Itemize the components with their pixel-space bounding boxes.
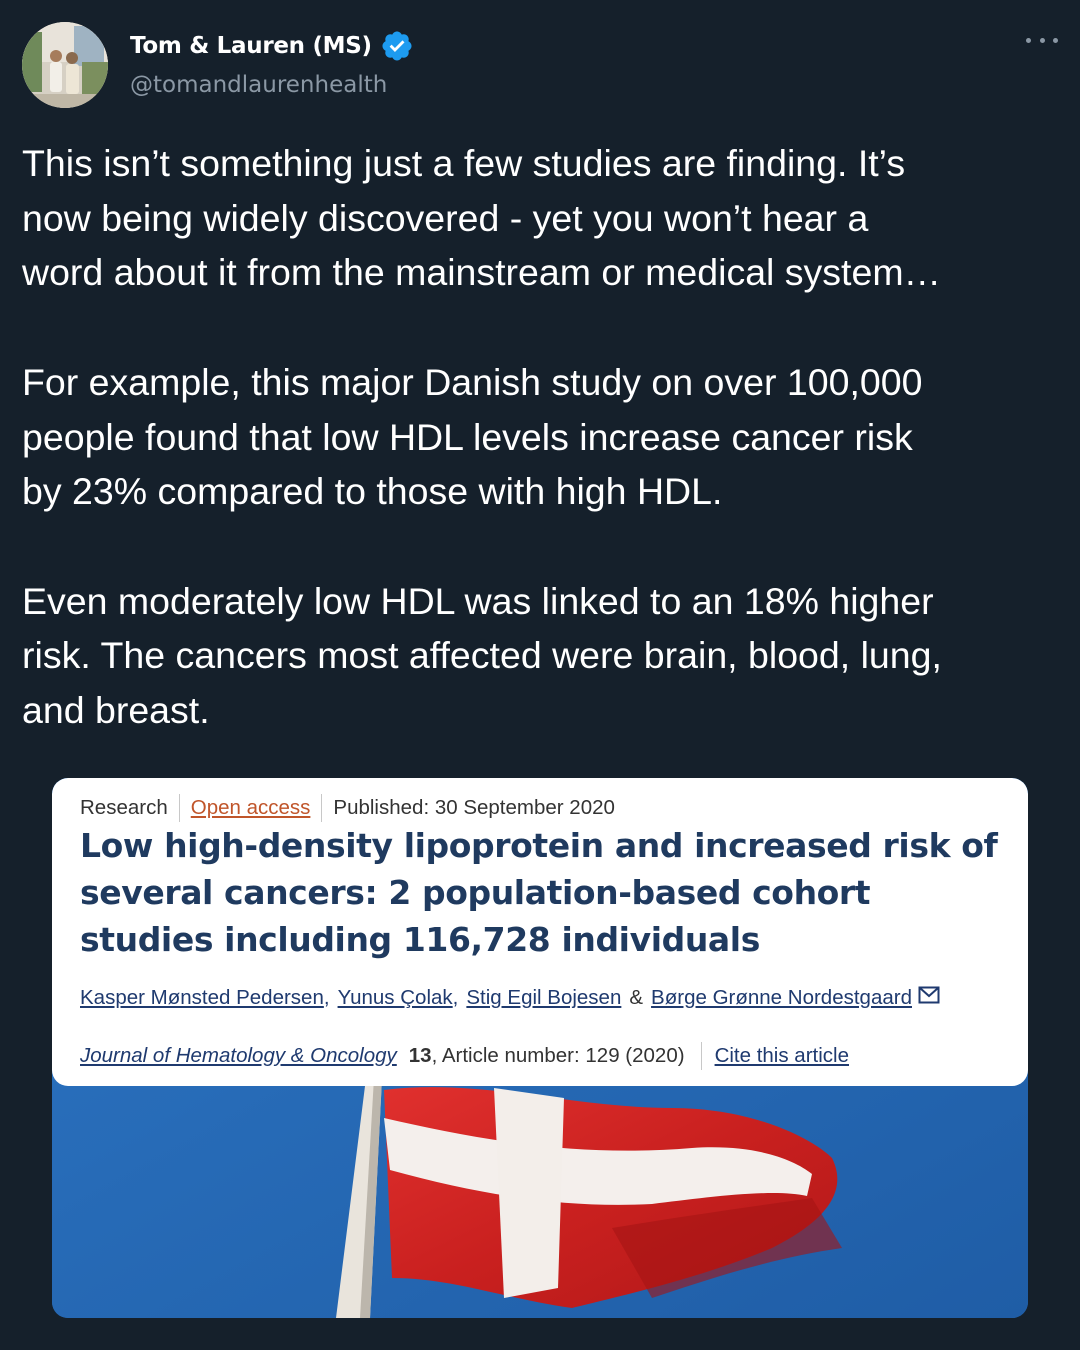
article-card[interactable] xyxy=(52,778,1028,1086)
avatar-photo xyxy=(22,22,108,108)
article-type: Research xyxy=(80,796,168,819)
user-name-row xyxy=(130,28,414,64)
divider xyxy=(321,794,322,822)
journal-link[interactable]: Journal of Hematology & Oncology xyxy=(80,1044,397,1067)
tweet-media-image[interactable] xyxy=(52,778,1028,1318)
published-date: Published: 30 September 2020 xyxy=(333,796,615,819)
cite-article-link[interactable]: Cite this article xyxy=(714,1044,849,1067)
display-name[interactable]: Tom & Lauren (MS) xyxy=(130,33,372,59)
volume-number: 13 xyxy=(408,1044,432,1067)
author-list: Kasper Mønsted Pedersen , Yunus Çolak , Stig Egil Bojesen & Børge Grønne Nordestgaard xyxy=(80,986,940,1010)
author-link[interactable]: Yunus Çolak xyxy=(337,986,453,1009)
tweet-paragraph: For example, this major Danish study on over 100,000 people found that low HDL levels increase cancer risk by 23% compared to those with high HDL. xyxy=(22,360,923,513)
author-ampersand: & xyxy=(629,986,644,1009)
verified-badge-icon xyxy=(380,29,414,63)
article-number: , Article number: 129 (2020) xyxy=(431,1044,685,1067)
more-options-icon[interactable] xyxy=(1026,24,1058,56)
user-handle[interactable]: @tomandlaurenhealth xyxy=(130,72,388,98)
tweet-paragraph: Even moderately low HDL was linked to an 18% higher risk. The cancers most affected were brain, blood, lung, and breast. xyxy=(22,579,942,731)
avatar[interactable] xyxy=(22,22,108,108)
author-link[interactable]: Kasper Mønsted Pedersen xyxy=(80,986,324,1009)
divider xyxy=(701,1042,702,1070)
tweet-paragraph: This isn’t something just a few studies are finding. It’s now being widely discovered - yet you won’t hear a word about it from the mainstream or medical system… xyxy=(22,142,942,294)
author-link[interactable]: Stig Egil Bojesen xyxy=(466,986,622,1009)
tweet-text xyxy=(22,136,1062,738)
open-access-link[interactable]: Open access xyxy=(190,796,311,819)
article-title[interactable]: Low high-density lipoprotein and increased risk of several cancers: 2 population-based cohort studies including 116,728 individuals xyxy=(80,826,998,959)
divider xyxy=(179,794,180,822)
mail-icon[interactable] xyxy=(918,986,940,1010)
author-link[interactable]: Børge Grønne Nordestgaard xyxy=(651,986,912,1009)
journal-row xyxy=(80,1042,849,1070)
article-meta xyxy=(80,794,615,822)
